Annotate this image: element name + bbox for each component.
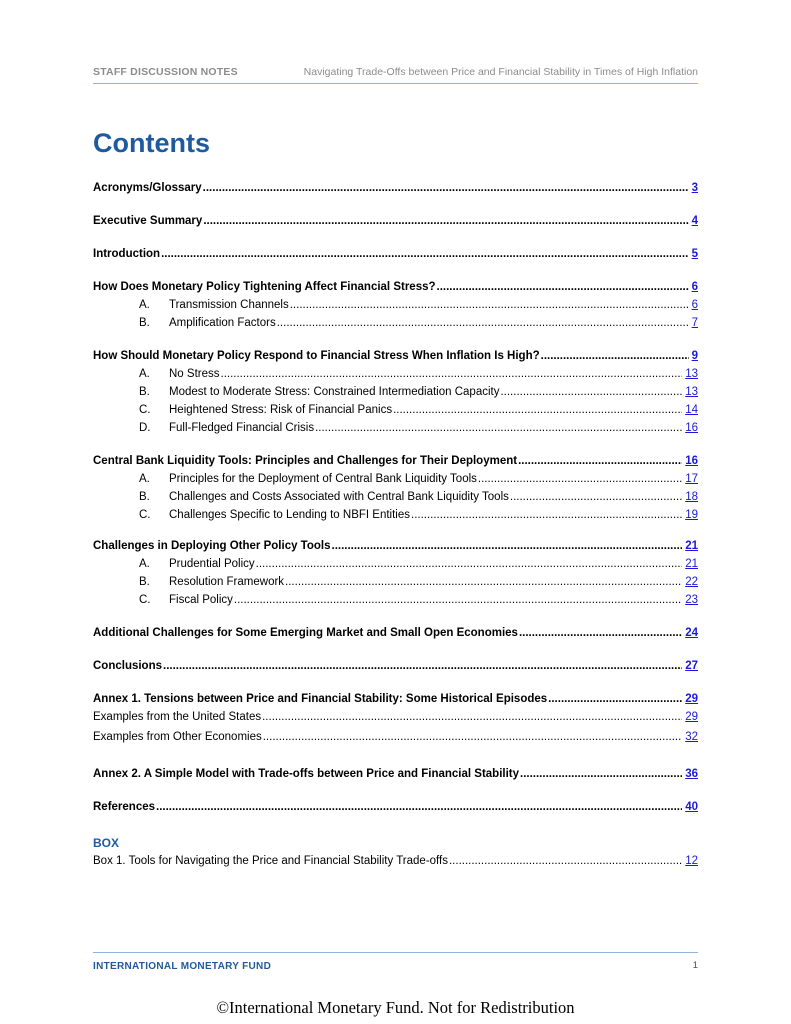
toc-entry-letter: A. [139, 558, 150, 570]
toc-page-link[interactable]: 13 [685, 386, 698, 398]
toc-entry-title: Executive Summary [93, 215, 203, 227]
toc-entry-title: Full-Fledged Financial Crisis [169, 422, 315, 434]
dot-leader [163, 660, 682, 672]
toc-page-link[interactable]: 16 [685, 422, 698, 434]
toc-page-link[interactable]: 14 [685, 404, 698, 416]
toc-page-link[interactable]: 21 [685, 558, 698, 570]
toc-page-link[interactable]: 21 [685, 540, 698, 552]
toc-entry [93, 182, 698, 196]
toc-entry-title: Amplification Factors [169, 317, 276, 329]
toc-entry [93, 215, 698, 229]
toc-entry-letter: B. [139, 491, 150, 503]
toc-subentry [93, 368, 698, 382]
toc-entry-title: Resolution Framework [169, 576, 285, 588]
toc-entry-title: References [93, 801, 156, 813]
dot-leader [478, 473, 682, 485]
toc-entry-title: Conclusions [93, 660, 163, 672]
toc-entry [93, 855, 698, 869]
toc-entry [93, 801, 698, 815]
toc-entry-letter: A. [139, 473, 150, 485]
toc-entry-title: Challenges and Costs Associated with Central Bank Liquidity Tools [169, 491, 509, 503]
dot-leader [161, 248, 689, 260]
toc-entry-title: How Should Monetary Policy Respond to Financial Stress When Inflation Is High? [93, 350, 540, 362]
dot-leader [277, 317, 689, 329]
toc-entry-title: No Stress [169, 368, 220, 380]
toc-entry-title: Challenges Specific to Lending to NBFI Entities [169, 509, 410, 521]
toc-subentry [93, 317, 698, 331]
toc-page-link[interactable]: 22 [685, 576, 698, 588]
dot-leader [541, 350, 689, 362]
toc-subentry [93, 576, 698, 590]
dot-leader [500, 386, 682, 398]
toc-entry-letter: A. [139, 299, 150, 311]
dot-leader [518, 455, 682, 467]
toc-page-link[interactable]: 29 [685, 693, 698, 705]
toc-entry [93, 711, 698, 725]
toc-entry [93, 248, 698, 262]
toc-entry-title: Prudential Policy [169, 558, 255, 570]
toc-page-link[interactable]: 13 [685, 368, 698, 380]
toc-entry-title: Principles for the Deployment of Central Bank Liquidity Tools [169, 473, 477, 485]
toc-entry-title: Examples from Other Economies [93, 731, 262, 743]
toc-subentry [93, 509, 698, 523]
toc-subentry [93, 558, 698, 572]
toc-entry-letter: D. [139, 422, 151, 434]
toc-entry-title: Additional Challenges for Some Emerging Market and Small Open Economies [93, 627, 518, 639]
toc-entry-title: Challenges in Deploying Other Policy Tools [93, 540, 331, 552]
toc-page-link[interactable]: 9 [691, 350, 698, 362]
toc-page-link[interactable]: 36 [685, 768, 698, 780]
toc-entry-title: Annex 2. A Simple Model with Trade-offs between Price and Financial Stability [93, 768, 520, 780]
toc-entry-letter: C. [139, 509, 151, 521]
dot-leader [221, 368, 683, 380]
toc-page-link[interactable]: 5 [691, 248, 698, 260]
toc-entry-title: Central Bank Liquidity Tools: Principles and Challenges for Their Deployment [93, 455, 518, 467]
toc-entry [93, 731, 698, 745]
dot-leader [520, 768, 682, 780]
dot-leader [203, 182, 689, 194]
toc-entry-title: Annex 1. Tensions between Price and Financial Stability: Some Historical Episodes [93, 693, 548, 705]
toc-subentry [93, 594, 698, 608]
header-document-title: Navigating Trade-Offs between Price and Financial Stability in Times of High Inflation [303, 66, 698, 78]
toc-entry [93, 660, 698, 674]
dot-leader [510, 491, 682, 503]
toc-entry [93, 693, 698, 707]
toc-page-link[interactable]: 40 [685, 801, 698, 813]
toc-page-link[interactable]: 27 [685, 660, 698, 672]
toc-entry-title: Examples from the United States [93, 711, 262, 723]
contents-title: Contents [93, 128, 210, 158]
dot-leader [393, 404, 682, 416]
page-footer [93, 952, 698, 973]
toc-entry-title: Transmission Channels [169, 299, 289, 311]
dot-leader [285, 576, 682, 588]
toc-page-link[interactable]: 17 [685, 473, 698, 485]
dot-leader [290, 299, 689, 311]
copyright-notice: ©International Monetary Fund. Not for Redistribution [216, 998, 575, 1017]
dot-leader [315, 422, 682, 434]
toc-page-link[interactable]: 12 [685, 855, 698, 867]
dot-leader [411, 509, 682, 521]
dot-leader [548, 693, 682, 705]
toc-entry-letter: B. [139, 386, 150, 398]
toc-page-link[interactable]: 7 [691, 317, 698, 329]
toc-entry [93, 627, 698, 641]
dot-leader [156, 801, 682, 813]
toc-subentry [93, 422, 698, 436]
toc-entry [93, 350, 698, 364]
toc-page-link[interactable]: 24 [685, 627, 698, 639]
toc-entry-title: Heightened Stress: Risk of Financial Panics [169, 404, 393, 416]
toc-page-link[interactable]: 18 [685, 491, 698, 503]
toc-entry-letter: A. [139, 368, 150, 380]
dot-leader [234, 594, 682, 606]
toc-entry-title: Modest to Moderate Stress: Constrained Intermediation Capacity [169, 386, 500, 398]
toc-page-link[interactable]: 3 [691, 182, 698, 194]
toc-page-link[interactable]: 19 [685, 509, 698, 521]
dot-leader [262, 711, 682, 723]
toc-subentry [93, 404, 698, 418]
toc-subentry [93, 491, 698, 505]
toc-subentry [93, 299, 698, 313]
dot-leader [437, 281, 689, 293]
dot-leader [519, 627, 682, 639]
toc-page-link[interactable]: 16 [685, 455, 698, 467]
toc-page-link[interactable]: 29 [685, 711, 698, 723]
dot-leader [449, 855, 682, 867]
toc-page-link[interactable]: 4 [691, 215, 698, 227]
toc-subentry [93, 473, 698, 487]
toc-page-link[interactable]: 6 [691, 281, 698, 293]
toc-entry [93, 455, 698, 469]
dot-leader [263, 731, 682, 743]
toc-entry-title: Fiscal Policy [169, 594, 233, 606]
toc-entry-letter: B. [139, 317, 150, 329]
dot-leader [256, 558, 683, 570]
toc-entry-letter: C. [139, 404, 151, 416]
toc-entry-title: How Does Monetary Policy Tightening Affect Financial Stress? [93, 281, 436, 293]
toc-page-link[interactable]: 23 [685, 594, 698, 606]
dot-leader [332, 540, 683, 552]
toc-entry-letter: C. [139, 594, 151, 606]
toc-page-link[interactable]: 6 [691, 299, 698, 311]
toc-page-link[interactable]: 32 [685, 731, 698, 743]
toc-entry-letter: B. [139, 576, 150, 588]
box-heading: BOX [93, 836, 120, 850]
toc-entry-title: Introduction [93, 248, 161, 260]
footer-page-number: 1 [692, 960, 698, 971]
toc-entry-title: Acronyms/Glossary [93, 182, 202, 194]
toc-subentry [93, 386, 698, 400]
toc-entry-title: Box 1. Tools for Navigating the Price and Financial Stability Trade-offs [93, 855, 448, 867]
footer-organization: INTERNATIONAL MONETARY FUND [93, 961, 272, 972]
toc-entry [93, 768, 698, 782]
page-header [93, 64, 698, 84]
header-series-label: STAFF DISCUSSION NOTES [93, 66, 238, 78]
toc-entry [93, 281, 698, 295]
toc-entry [93, 540, 698, 554]
dot-leader [203, 215, 688, 227]
